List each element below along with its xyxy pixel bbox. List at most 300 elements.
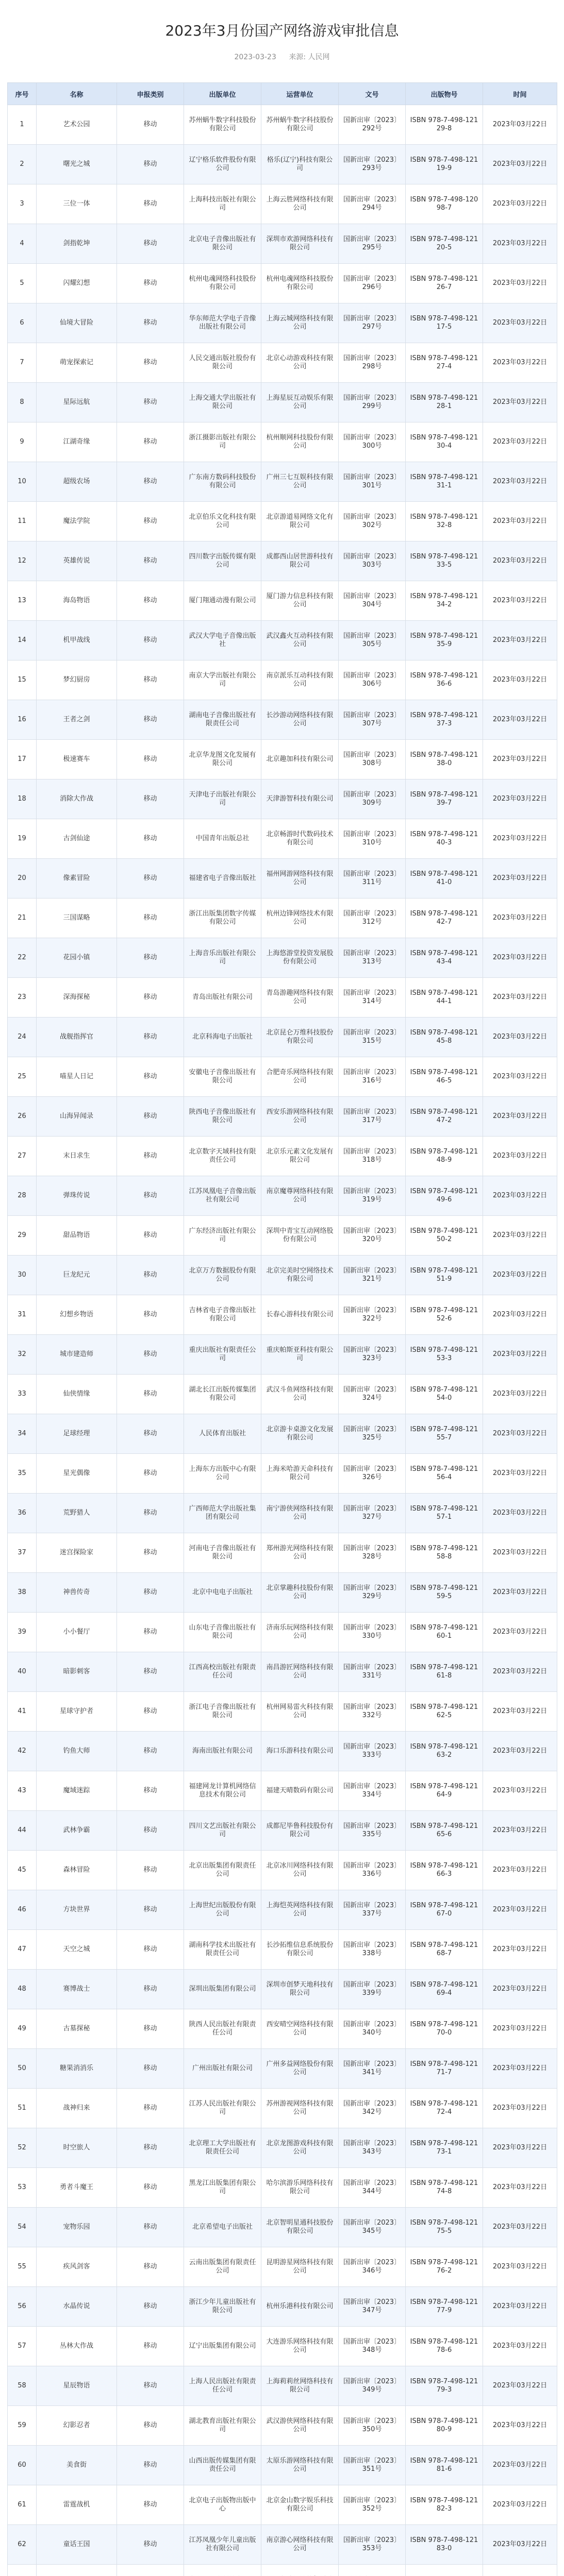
publisher: 湖南科学技术出版社有限责任公司	[184, 1930, 261, 1970]
publisher: 安徽电子音像出版社有限公司	[184, 1057, 261, 1097]
approval-date: 2023年03月22日	[483, 2247, 557, 2287]
operator: 成都西山居世游科技有限公司	[261, 541, 339, 581]
table-row	[8, 1216, 557, 1256]
approval-date: 2023年03月22日	[483, 621, 557, 660]
game-name: 荒野猎人	[37, 1494, 117, 1533]
publisher: 北京数字天域科技有限责任公司	[184, 1137, 261, 1176]
isbn: ISBN 978-7-498-12137-3	[406, 700, 483, 740]
publisher: 人民体育出版社	[184, 1414, 261, 1454]
row-number: 39	[8, 1613, 37, 1652]
approval-number: 国新出审〔2023〕328号	[339, 1533, 406, 1573]
approval-date: 2023年03月22日	[483, 2009, 557, 2049]
approval-date: 2023年03月22日	[483, 1335, 557, 1375]
publisher: 北京希望电子出版社	[184, 2208, 261, 2247]
publisher: 北京电子音像出版社有限公司	[184, 224, 261, 264]
isbn: ISBN 978-7-498-12172-4	[406, 2089, 483, 2128]
operator: 上海悠游堂投资发展股份有限公司	[261, 938, 339, 978]
column-header: 运营单位	[261, 83, 339, 105]
category: 移动	[117, 2208, 184, 2247]
row-number: 59	[8, 2406, 37, 2446]
table-row	[8, 105, 557, 145]
column-header: 序号	[8, 83, 37, 105]
category: 移动	[117, 1216, 184, 1256]
operator: 南京游心网络科技有限公司	[261, 2525, 339, 2565]
isbn: ISBN 978-7-498-12148-9	[406, 1137, 483, 1176]
row-number: 4	[8, 224, 37, 264]
publisher: 黑龙江出版集团有限公司	[184, 2168, 261, 2208]
approval-date: 2023年03月22日	[483, 145, 557, 184]
approval-number: 国新出审〔2023〕324号	[339, 1375, 406, 1414]
approval-date: 2023年03月22日	[483, 819, 557, 859]
row-number: 32	[8, 1335, 37, 1375]
approval-date: 2023年03月22日	[483, 184, 557, 224]
publisher: 辽宁格乐软件股份有限公司	[184, 145, 261, 184]
game-name: 森林冒险	[37, 1851, 117, 1890]
row-number: 35	[8, 1454, 37, 1494]
table-row	[8, 383, 557, 422]
approval-number: 国新出审〔2023〕311号	[339, 859, 406, 899]
operator: 天津游智科技有限公司	[261, 779, 339, 819]
isbn: ISBN 978-7-498-12119-9	[406, 145, 483, 184]
isbn: ISBN 978-7-498-12174-8	[406, 2168, 483, 2208]
table-row	[8, 1018, 557, 1057]
publisher: 浙江摄影出版社有限公司	[184, 422, 261, 462]
publisher: 浙江电子音像出版社有限公司	[184, 1692, 261, 1732]
game-name: 迷宫探险家	[37, 1533, 117, 1573]
row-number: 40	[8, 1652, 37, 1692]
game-name: 赛博战士	[37, 1970, 117, 2009]
operator: 杭州网易雷火科技有限公司	[261, 1692, 339, 1732]
game-name: 美食街	[37, 2446, 117, 2485]
publish-date: 2023-03-23	[234, 53, 276, 61]
operator: 济南乐玩网络科技有限公司	[261, 1613, 339, 1652]
isbn: ISBN 978-7-498-12157-1	[406, 1494, 483, 1533]
game-name: 三位一体	[37, 184, 117, 224]
publisher: 上海人民出版社有限责任公司	[184, 2366, 261, 2406]
publisher: 湖南电子音像出版社有限责任公司	[184, 700, 261, 740]
approval-number: 国新出审〔2023〕341号	[339, 2049, 406, 2089]
approval-number: 国新出审〔2023〕338号	[339, 1930, 406, 1970]
game-name: 喵星人日记	[37, 1057, 117, 1097]
game-name: 城市建造师	[37, 1335, 117, 1375]
approval-number: 国新出审〔2023〕352号	[339, 2485, 406, 2525]
category: 移动	[117, 184, 184, 224]
category: 移动	[117, 1851, 184, 1890]
operator: 上海恺英网络科技有限公司	[261, 1890, 339, 1930]
isbn: ISBN 978-7-498-12166-3	[406, 1851, 483, 1890]
publisher: 云南出版集团有限责任公司	[184, 2247, 261, 2287]
isbn: ISBN 978-7-498-12175-5	[406, 2208, 483, 2247]
approval-number: 国新出审〔2023〕315号	[339, 1018, 406, 1057]
approval-date: 2023年03月22日	[483, 1970, 557, 2009]
approval-date: 2023年03月22日	[483, 1811, 557, 1851]
isbn: ISBN 978-7-498-12163-2	[406, 1732, 483, 1771]
game-name: 丛林大作战	[37, 2327, 117, 2366]
row-number: 11	[8, 502, 37, 541]
game-name: 神兽传奇	[37, 1573, 117, 1613]
row-number: 49	[8, 2009, 37, 2049]
table-row	[8, 2406, 557, 2446]
row-number: 28	[8, 1176, 37, 1216]
publisher: 北京理工大学出版社有限责任公司	[184, 2128, 261, 2168]
operator: 成都尼毕鲁科技股份有限公司	[261, 1811, 339, 1851]
approval-number: 国新出审〔2023〕295号	[339, 224, 406, 264]
approval-number: 国新出审〔2023〕353号	[339, 2525, 406, 2565]
approval-number: 国新出审〔2023〕331号	[339, 1652, 406, 1692]
isbn: ISBN 978-7-498-12135-9	[406, 621, 483, 660]
game-name: 仙侠情缘	[37, 1375, 117, 1414]
approval-number: 国新出审〔2023〕319号	[339, 1176, 406, 1216]
game-name: 萌宠探索记	[37, 343, 117, 383]
table-row	[8, 2485, 557, 2525]
table-row	[8, 1692, 557, 1732]
approval-date: 2023年03月22日	[483, 899, 557, 938]
table-row	[8, 1454, 557, 1494]
approval-date: 2023年03月22日	[483, 2049, 557, 2089]
game-name: 仙境大冒险	[37, 303, 117, 343]
category: 移动	[117, 1652, 184, 1692]
approval-number: 国新出审〔2023〕340号	[339, 2009, 406, 2049]
approval-date: 2023年03月22日	[483, 2128, 557, 2168]
game-name: 武林争霸	[37, 1811, 117, 1851]
operator: 杭州顺网科技股份有限公司	[261, 422, 339, 462]
approval-number: 国新出审〔2023〕351号	[339, 2446, 406, 2485]
operator: 北京趣加科技有限公司	[261, 740, 339, 779]
publisher: 广州出版社有限公司	[184, 2049, 261, 2089]
category: 移动	[117, 1454, 184, 1494]
publisher: 北京伯乐文化科技有限公司	[184, 502, 261, 541]
approval-date: 2023年03月22日	[483, 2208, 557, 2247]
isbn: ISBN 978-7-498-12126-7	[406, 264, 483, 303]
category: 移动	[117, 2485, 184, 2525]
operator: 北京畅游时代数码技术有限公司	[261, 819, 339, 859]
game-name: 宠物乐园	[37, 2208, 117, 2247]
publisher: 青岛出版社有限公司	[184, 978, 261, 1018]
row-number: 42	[8, 1732, 37, 1771]
category: 移动	[117, 938, 184, 978]
category: 移动	[117, 1692, 184, 1732]
table-row	[8, 1533, 557, 1573]
category: 移动	[117, 899, 184, 938]
row-number: 9	[8, 422, 37, 462]
publisher: 江苏人民出版社有限公司	[184, 2089, 261, 2128]
table-row	[8, 700, 557, 740]
approval-date: 2023年03月22日	[483, 1851, 557, 1890]
table-row	[8, 541, 557, 581]
approval-number: 国新出审〔2023〕303号	[339, 541, 406, 581]
game-name: 甜品物语	[37, 1216, 117, 1256]
category: 移动	[117, 1335, 184, 1375]
category: 移动	[117, 2366, 184, 2406]
publisher: 南京大学出版社有限公司	[184, 660, 261, 700]
approval-date: 2023年03月22日	[483, 1732, 557, 1771]
category: 移动	[117, 2128, 184, 2168]
isbn: ISBN 978-7-498-12146-5	[406, 1057, 483, 1097]
category: 移动	[117, 660, 184, 700]
game-name: 深海探秘	[37, 978, 117, 1018]
isbn	[406, 2565, 483, 2576]
category: 移动	[117, 700, 184, 740]
approval-number: 国新出审〔2023〕307号	[339, 700, 406, 740]
category: 移动	[117, 1771, 184, 1811]
isbn: ISBN 978-7-498-12169-4	[406, 1970, 483, 2009]
table-header-row	[8, 83, 557, 105]
row-number: 26	[8, 1097, 37, 1137]
row-number: 54	[8, 2208, 37, 2247]
operator: 上海云城网络科技有限公司	[261, 303, 339, 343]
isbn: ISBN 978-7-498-12136-6	[406, 660, 483, 700]
publisher: 上海交通大学出版社有限公司	[184, 383, 261, 422]
isbn: ISBN 978-7-498-12141-0	[406, 859, 483, 899]
approval-date: 2023年03月22日	[483, 2168, 557, 2208]
operator: 合肥奇乐网络科技有限公司	[261, 1057, 339, 1097]
isbn: ISBN 978-7-498-12173-1	[406, 2128, 483, 2168]
category: 移动	[117, 1375, 184, 1414]
row-number: 5	[8, 264, 37, 303]
approval-number: 国新出审〔2023〕326号	[339, 1454, 406, 1494]
approval-number: 国新出审〔2023〕299号	[339, 383, 406, 422]
game-name: 疾风剑客	[37, 2247, 117, 2287]
approval-date: 2023年03月22日	[483, 1414, 557, 1454]
approval-table	[7, 82, 557, 2576]
operator: 北京冰川网络科技有限公司	[261, 1851, 339, 1890]
table-row	[8, 621, 557, 660]
isbn: ISBN 978-7-498-12143-4	[406, 938, 483, 978]
row-number: 6	[8, 303, 37, 343]
operator: 杭州电魂网络科技股份有限公司	[261, 264, 339, 303]
category: 移动	[117, 1573, 184, 1613]
operator: 北京昆仑万维科技股份有限公司	[261, 1018, 339, 1057]
isbn: ISBN 978-7-498-12178-6	[406, 2327, 483, 2366]
operator: 北京金山数字娱乐科技有限公司	[261, 2485, 339, 2525]
category: 移动	[117, 1018, 184, 1057]
approval-number: 国新出审〔2023〕342号	[339, 2089, 406, 2128]
approval-date: 2023年03月22日	[483, 938, 557, 978]
category: 移动	[117, 1414, 184, 1454]
approval-date	[483, 2565, 557, 2576]
approval-date: 2023年03月22日	[483, 581, 557, 621]
approval-number: 国新出审〔2023〕317号	[339, 1097, 406, 1137]
game-name: 梦幻厨房	[37, 660, 117, 700]
approval-number	[339, 2565, 406, 2576]
approval-number: 国新出审〔2023〕318号	[339, 1137, 406, 1176]
approval-date: 2023年03月22日	[483, 343, 557, 383]
isbn: ISBN 978-7-498-12138-0	[406, 740, 483, 779]
game-name: 雷霆战机	[37, 2485, 117, 2525]
row-number	[8, 2565, 37, 2576]
isbn: ISBN 978-7-498-12165-6	[406, 1811, 483, 1851]
table-row	[8, 2366, 557, 2406]
category: 移动	[117, 1811, 184, 1851]
game-name: 魔域迷踪	[37, 1771, 117, 1811]
isbn: ISBN 978-7-498-12128-1	[406, 383, 483, 422]
game-name: 幻想乡物语	[37, 1295, 117, 1335]
row-number: 25	[8, 1057, 37, 1097]
row-number: 10	[8, 462, 37, 502]
publisher: 广西师范大学出版社集团有限公司	[184, 1494, 261, 1533]
operator: 深圳市欢游网络科技有限公司	[261, 224, 339, 264]
table-row	[8, 1930, 557, 1970]
category: 移动	[117, 1256, 184, 1295]
game-name: 星光偶像	[37, 1454, 117, 1494]
category: 移动	[117, 462, 184, 502]
operator	[261, 2565, 339, 2576]
publisher: 陕西电子音像出版社有限公司	[184, 1097, 261, 1137]
publisher	[184, 2565, 261, 2576]
operator: 北京游卡桌游文化发展有限公司	[261, 1414, 339, 1454]
row-number: 12	[8, 541, 37, 581]
approval-number: 国新出审〔2023〕349号	[339, 2366, 406, 2406]
category: 移动	[117, 819, 184, 859]
isbn: ISBN 978-7-498-12161-8	[406, 1652, 483, 1692]
game-name: 星际远航	[37, 383, 117, 422]
game-name: 天空之城	[37, 1930, 117, 1970]
category: 移动	[117, 2446, 184, 2485]
publisher: 四川文艺出版社有限公司	[184, 1811, 261, 1851]
table-row	[8, 2168, 557, 2208]
table-row	[8, 1137, 557, 1176]
operator: 杭州乐港科技有限公司	[261, 2287, 339, 2327]
operator: 海口乐游科技有限公司	[261, 1732, 339, 1771]
publisher: 北京科海电子出版社	[184, 1018, 261, 1057]
publisher: 江西高校出版社有限责任公司	[184, 1652, 261, 1692]
table-row	[8, 343, 557, 383]
category	[117, 2565, 184, 2576]
table-row	[8, 2446, 557, 2485]
operator: 南昌游匠网络科技有限公司	[261, 1652, 339, 1692]
approval-date: 2023年03月22日	[483, 1613, 557, 1652]
category: 移动	[117, 145, 184, 184]
publisher: 陕西人民出版社有限责任公司	[184, 2009, 261, 2049]
operator: 苏州游视网络科技有限公司	[261, 2089, 339, 2128]
approval-number: 国新出审〔2023〕314号	[339, 978, 406, 1018]
approval-number: 国新出审〔2023〕294号	[339, 184, 406, 224]
game-name: 古剑仙途	[37, 819, 117, 859]
category: 移动	[117, 2525, 184, 2565]
isbn: ISBN 978-7-498-12180-9	[406, 2406, 483, 2446]
game-name: 曙光之城	[37, 145, 117, 184]
isbn: ISBN 978-7-498-12182-3	[406, 2485, 483, 2525]
game-name: 战舰指挥官	[37, 1018, 117, 1057]
approval-date: 2023年03月22日	[483, 1533, 557, 1573]
category: 移动	[117, 1890, 184, 1930]
game-name: 小小餐厅	[37, 1613, 117, 1652]
table-row	[8, 2247, 557, 2287]
game-name: 海岛物语	[37, 581, 117, 621]
row-number: 48	[8, 1970, 37, 2009]
row-number: 61	[8, 2485, 37, 2525]
approval-date: 2023年03月22日	[483, 1216, 557, 1256]
publisher: 河南电子音像出版社有限公司	[184, 1533, 261, 1573]
isbn: ISBN 978-7-498-12144-1	[406, 978, 483, 1018]
isbn: ISBN 978-7-498-12134-2	[406, 581, 483, 621]
isbn: ISBN 978-7-498-12139-7	[406, 779, 483, 819]
approval-number: 国新出审〔2023〕302号	[339, 502, 406, 541]
isbn: ISBN 978-7-498-12155-7	[406, 1414, 483, 1454]
approval-date: 2023年03月22日	[483, 422, 557, 462]
operator: 格乐(辽宁)科技有限公司	[261, 145, 339, 184]
approval-date: 2023年03月22日	[483, 2485, 557, 2525]
row-number: 2	[8, 145, 37, 184]
isbn: ISBN 978-7-498-12164-9	[406, 1771, 483, 1811]
table-row	[8, 978, 557, 1018]
row-number: 51	[8, 2089, 37, 2128]
approval-date: 2023年03月22日	[483, 2406, 557, 2446]
publisher: 厦门翔通动漫有限公司	[184, 581, 261, 621]
category: 移动	[117, 621, 184, 660]
game-name: 幻影忍者	[37, 2406, 117, 2446]
game-name: 消除大作战	[37, 779, 117, 819]
approval-number: 国新出审〔2023〕313号	[339, 938, 406, 978]
operator: 苏州蜗牛数字科技股份有限公司	[261, 105, 339, 145]
publisher: 苏州蜗牛数字科技股份有限公司	[184, 105, 261, 145]
isbn: ISBN 978-7-498-12154-0	[406, 1375, 483, 1414]
approval-date: 2023年03月22日	[483, 2089, 557, 2128]
operator: 南京派乐互动科技有限公司	[261, 660, 339, 700]
row-number: 13	[8, 581, 37, 621]
operator: 太原乐游网络科技有限公司	[261, 2446, 339, 2485]
game-name: 勇者斗魔王	[37, 2168, 117, 2208]
approval-number: 国新出审〔2023〕308号	[339, 740, 406, 779]
approval-number: 国新出审〔2023〕332号	[339, 1692, 406, 1732]
publisher: 四川数字出版传媒有限公司	[184, 541, 261, 581]
row-number: 18	[8, 779, 37, 819]
operator: 北京完美时空网络技术有限公司	[261, 1256, 339, 1295]
isbn: ISBN 978-7-498-12170-0	[406, 2009, 483, 2049]
approval-date: 2023年03月22日	[483, 1771, 557, 1811]
table-row	[8, 2009, 557, 2049]
category: 移动	[117, 2287, 184, 2327]
row-number: 53	[8, 2168, 37, 2208]
publisher: 武汉大学电子音像出版社	[184, 621, 261, 660]
publisher: 上海音乐出版社有限公司	[184, 938, 261, 978]
table-row	[8, 1851, 557, 1890]
publisher: 海南出版社有限公司	[184, 1732, 261, 1771]
row-number: 14	[8, 621, 37, 660]
approval-date: 2023年03月22日	[483, 660, 557, 700]
table-row	[8, 264, 557, 303]
row-number: 55	[8, 2247, 37, 2287]
approval-date: 2023年03月22日	[483, 740, 557, 779]
publisher: 北京万方数据股份有限公司	[184, 1256, 261, 1295]
table-row	[8, 2208, 557, 2247]
row-number: 36	[8, 1494, 37, 1533]
publisher: 江苏凤凰少年儿童出版社有限公司	[184, 2525, 261, 2565]
row-number: 24	[8, 1018, 37, 1057]
table-row	[8, 660, 557, 700]
publisher: 浙江出版集团数字传媒有限公司	[184, 899, 261, 938]
table-row	[8, 2525, 557, 2565]
approval-number: 国新出审〔2023〕330号	[339, 1613, 406, 1652]
publisher: 浙江少年儿童出版社有限公司	[184, 2287, 261, 2327]
approval-number: 国新出审〔2023〕337号	[339, 1890, 406, 1930]
category: 移动	[117, 264, 184, 303]
operator: 北京智明星通科技股份有限公司	[261, 2208, 339, 2247]
row-number: 41	[8, 1692, 37, 1732]
game-name: 星球守护者	[37, 1692, 117, 1732]
category: 移动	[117, 105, 184, 145]
approval-number: 国新出审〔2023〕304号	[339, 581, 406, 621]
operator: 福州网游网络科技有限公司	[261, 859, 339, 899]
approval-number: 国新出审〔2023〕297号	[339, 303, 406, 343]
category: 移动	[117, 2089, 184, 2128]
game-name: 花园小镇	[37, 938, 117, 978]
game-name: 机甲战线	[37, 621, 117, 660]
operator: 武汉游侠网络科技有限公司	[261, 2406, 339, 2446]
category: 移动	[117, 1930, 184, 1970]
approval-number: 国新出审〔2023〕293号	[339, 145, 406, 184]
approval-date: 2023年03月22日	[483, 224, 557, 264]
